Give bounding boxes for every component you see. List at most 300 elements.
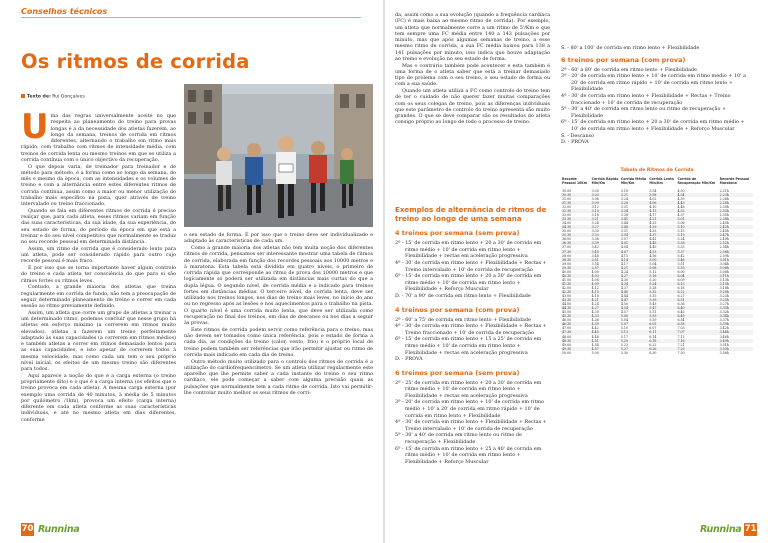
table-cell: 6.04 [676, 274, 718, 278]
table-cell: 3.57 [591, 266, 620, 270]
table-cell: 5.51 [677, 261, 685, 266]
plan-item: 4ª - 30' de corrida em ritmo lento + Flexibilidade + Rectas + Treino intervalado + 10' de corrida de recuperação [395, 259, 547, 273]
table-cell: 4.42 [591, 326, 599, 331]
plan-list [561, 67, 753, 146]
table-cell: 2.49h [719, 237, 729, 242]
table-cell: 4.04 [620, 245, 628, 250]
table-cell: 40.30 [561, 274, 591, 278]
table-cell: 6.45 [677, 310, 685, 315]
table-cell: 2.26h [719, 196, 729, 201]
table-cell: 6.03 [648, 322, 676, 326]
table-cell: 4.30 [591, 310, 599, 315]
paragraph: Mas o contrário também pode acontecer e esta também é uma forma de o atleta saber que está a treinar demasiado tipo de prolema com o seu treino, o seu estado de forma ou com a sua saúde. [395, 62, 550, 88]
table-cell: 38.30 [561, 258, 591, 262]
plan-item: 3ª - 20' de corrida em ritmo lento + 10' de corrida em ritmo médio + 10' a 20' de corrida em ritmo rápido + 10' de corrida em ritmo lento + Flexibilidade [395, 399, 544, 419]
table-cell: 7.07 [676, 330, 718, 334]
table-cell: 5.00 [591, 350, 599, 355]
table-row [561, 351, 753, 355]
table-cell: 5.20 [649, 277, 657, 282]
table-cell: 2.56h [719, 250, 753, 254]
table-cell: 3.21 [620, 193, 648, 197]
table-header-cell: Recorde Pessoal Maratona [719, 177, 750, 186]
table-cell: 4.45 [648, 241, 676, 245]
table-cell: 4.17 [649, 213, 657, 218]
table-cell: 4.45 [591, 330, 620, 334]
table-cell: 33.30 [561, 217, 591, 221]
plan-title: 4 treinos por semana (com prova) [395, 305, 520, 314]
table-cell: 6.31 [676, 298, 718, 302]
table-cell: 2.40h [719, 221, 729, 226]
table-cell: 4.21 [620, 266, 648, 270]
pace-table [561, 168, 753, 355]
table-cell: 5.55 [676, 266, 718, 270]
table-cell: 35.00 [562, 229, 572, 234]
table-cell: 33.00 [562, 213, 572, 218]
table-cell: 4.27 [591, 306, 620, 310]
table-cell: 3.38 [620, 213, 628, 218]
table-cell: 45.00 [562, 310, 572, 315]
drop-cap: U [21, 107, 49, 147]
table-cell: 4.53 [648, 250, 676, 254]
table-cell: 42.00 [562, 285, 572, 290]
table-cell: 3.34h [719, 314, 753, 318]
table-cell: 3.42 [591, 245, 599, 250]
table-cell: 35.30 [561, 233, 591, 237]
table-cell: 44.00 [562, 302, 572, 307]
table-cell: 5.24 [648, 282, 676, 286]
table-cell: 4.30 [677, 188, 685, 193]
plan-item: 2ª - 60' a 80' de corrida em ritmo lento + Flexibilidade [561, 66, 697, 73]
table-cell: 4.24 [620, 269, 628, 274]
table-cell: 39.30 [561, 266, 591, 270]
plan-list [561, 45, 753, 52]
table-cell: 5.37 [676, 250, 718, 254]
table-cell: 48.00 [562, 334, 572, 339]
byline-marker-icon [21, 94, 25, 98]
table-cell: 5.59 [649, 318, 657, 323]
table-cell: 41.30 [561, 282, 591, 286]
table-cell: 5.35 [649, 294, 657, 299]
table-cell: 4.34 [620, 282, 648, 286]
table-header-cell: Corrida Média Min/Km [620, 177, 647, 186]
table-cell: 49.30 [561, 347, 591, 351]
table-cell: 3.23h [719, 294, 729, 299]
table-cell: 4.11 [620, 253, 628, 258]
plan-item: 4ª - 30' de corrida em ritmo lento + Flexibilidade + Rectas + Treino intervalado + 10' de corrida de recuperação [395, 419, 547, 432]
paragraph: ma das regras universalmente aceite no que respeita ao planeamento do treino para provas longas é a da necessidade dos atletas fazerem, ao longo da semana, treinos de corrida em ritmos diferentes, alternando o trabalho em ritmo mais rápido, com trabalho com ritmos de intensidade média, com treinos de corrida lenta ou mesmo treinos em que se utiliza a corrida contínua com o único objectivo da recuperação. [21, 113, 176, 163]
table-cell: 5.10 [676, 225, 718, 229]
table-cell: 45.30 [561, 314, 591, 318]
table-cell: 4.43 [676, 201, 718, 205]
table-cell: 6.54 [677, 318, 685, 323]
table-cell: 4.34 [676, 193, 718, 197]
table-body [561, 189, 753, 355]
paragraph: Outro método muito utilizado para o controlo dos ritmos de corrida é a utilização do cardiofrequencímetro. Se um atleta utilizar regularmente este aparelho que lhe permite saber a cada instante do treino o seu ritmo cardíaco, ele pode começar a saber com alguma precisão quais as pulsações que normalmente tem a cada ritmo de corrida. Isto vai permitir-lhe controlar muito melhor os seus ritmos de corri- [184, 358, 373, 396]
table-cell: 5.28 [649, 285, 657, 290]
paragraph: Assim, um ritmo de corrida que é considerado lento para um atleta, pode ser considerado rápido para outro cujo recorde pessoal é mais fraco. [21, 245, 176, 265]
table-cell: 36.00 [562, 237, 572, 242]
table-cell: 32.00 [562, 205, 572, 209]
table-cell: 4.39 [677, 196, 685, 201]
table-cell: 3.06 [591, 196, 599, 201]
plan-item: S. - 80' a 100' de corrida em ritmo lento + Flexibilidade [561, 45, 700, 51]
table-cell: 2.45h [719, 229, 729, 234]
table-cell: 46.30 [561, 322, 591, 326]
table-cell: 5.33 [677, 245, 685, 250]
table-cell: 5.51 [649, 310, 657, 315]
table-cell: 4.50 [620, 302, 628, 307]
table-cell: 3.24 [591, 221, 599, 226]
table-cell: 7.12 [677, 334, 685, 339]
table-header-cell: Recorde Pessoal 10Km [562, 177, 588, 186]
table-cell: 4.54 [620, 306, 648, 310]
table-cell: 6.09 [677, 277, 685, 282]
plan-item: 2ª - 25' de corrida em ritmo lento + 20 a 30' de corrida em ritmo médio + 10' de corrida em ritmo lento + Flexibilidade + rectas em aceleração progressiva [395, 379, 542, 399]
table-cell: 4.44 [620, 294, 628, 299]
table-cell: 4.51 [591, 339, 620, 343]
plan-item: 6ª - 15' de corrida em ritmo lento + 20 a 30' de corrida em ritmo médio + 10' de corrida em ritmo lento + Flexibilidade + Reforço Muscular [395, 273, 542, 293]
paragraph: Quando um atleta utiliza a FC como controlo do treino tem de ter o cuidado de não querer fazer muitas comparações com os seus colegas de treino, pois as diferenças individuais que este parâmetro de controlo do treino apresenta são muito grandes. O que se deve comparar são os resultados do atleta consigo próprio ao longo de todo o processo de treino. [395, 88, 550, 126]
table-cell: 4.25 [649, 221, 657, 226]
table-cell: 2.52h [719, 241, 753, 245]
table-cell: 3.51 [620, 229, 628, 234]
table-cell: 31.30 [561, 201, 591, 205]
table-cell: 4.30 [620, 277, 628, 282]
table-cell: 5.16 [648, 274, 676, 278]
plan-item: D. - 70' a 90' de corrida em ritmo lento + Flexibilidade [395, 292, 531, 299]
table-cell: 6.11 [648, 330, 676, 334]
table-cell: 39.00 [562, 261, 572, 266]
table-cell: 3.28 [620, 201, 648, 205]
table-cell: 5.17 [620, 334, 628, 339]
table-cell: 3.42h [719, 326, 729, 331]
table-cell: 6.00 [677, 269, 685, 274]
table-header-cell: Corrida Rápida Min/Km [591, 177, 619, 186]
table-cell: 5.19 [676, 233, 718, 237]
table-cell: 42.30 [561, 290, 591, 294]
paragraph: É por isso que se torna importante haver algum controlo do treino e cada atleta ter consciência do que para si são ritmos fortes ou ritmos leves. [21, 265, 176, 284]
table-cell: 7.30 [677, 350, 685, 355]
table-cell: 4.14 [620, 258, 648, 262]
table-cell: 3.41 [620, 217, 648, 221]
table-cell: 47.30 [561, 330, 591, 334]
table-cell: 3.04h [719, 261, 729, 266]
table-cell: 4.03 [591, 274, 620, 278]
table-cell: 4.54 [591, 342, 599, 347]
table-cell: 4.57 [620, 310, 628, 315]
plan-title: 6 treinos por semana (sem prova) [395, 368, 520, 377]
table-cell: 3.58 [648, 193, 676, 197]
plan-list [395, 317, 550, 363]
table-cell: 46.00 [562, 318, 572, 323]
byline [21, 94, 85, 100]
table-cell: 6.18 [677, 285, 685, 290]
table-title: Tabela de Ritmos de Corrida [620, 168, 694, 173]
plan-list [395, 380, 550, 466]
paragraph: Quando se fala em diferentes ritmos de corrida é preciso realçar que, para cada atleta, esses ritmos variam em função das suas características, da sua idade, da sua experiência, do seu estado de forma, do período da época em que está a treinar e do seu nível competitivo que normalmente se traduz no seu recorde pessoal em determinada distância. [21, 207, 176, 245]
table-cell: 4.15 [591, 290, 620, 294]
table-cell: 3.30h [719, 306, 753, 310]
table-cell: 3.03 [591, 193, 620, 197]
table-cell: 6.36 [677, 302, 685, 307]
table-cell: 5.10 [620, 326, 628, 331]
pace-table-grid [561, 177, 753, 355]
table-cell: 5.13 [620, 330, 648, 334]
paragraph: da, assim como a sua evolução (quando a frequência cardíaca (FC) é mais baixa ao mesmo ritmo de corrida). Por exemplo, um atleta que normalmente corre a um ritmo de 5'/Km e que tem sempre uma FC média entre 140 a 143 pulsações por minuto, mas que após algumas semanas de treino, a esse mesmo ritmo de corrida, a sua FC média baixou para 138 a 141 pulsações por minuto, isso indica que houve adaptação ao treino e evolução no seu estado de forma. [395, 12, 550, 62]
table-cell: 50.00 [562, 350, 572, 355]
table-cell: 4.06 [591, 277, 599, 282]
table-cell: 4.40 [620, 290, 648, 294]
table-cell: 5.23 [620, 342, 628, 347]
table-cell: 3.54 [620, 233, 648, 237]
table-cell: 5.00 [620, 314, 648, 318]
article-column-2 [184, 232, 373, 397]
table-cell: 3.53h [719, 347, 753, 351]
table-cell: 5.15 [677, 229, 685, 234]
table-cell: 30.30 [561, 193, 591, 197]
table-cell: 6.18 [648, 339, 676, 343]
table-cell: 34.30 [561, 225, 591, 229]
table-cell: 5.42 [677, 253, 685, 258]
paragraph: Este ritmos de corrida podem servir como referência para o treino, mas não devem ser tomados como única referência, pois o estado de forma a cada dia, as condições do treino (calor, vento, frio) e o próprio local de treino podem também ser referências que irão permitir ajustar ou ritmo de corrida mais indicado em cada dia de treino. [184, 326, 373, 358]
table-cell: 4.07 [620, 250, 648, 254]
table-cell: 3.24 [620, 196, 628, 201]
table-cell: 4.57 [591, 347, 620, 351]
paragraph: Aqui aparece a noção do que é a carga externa (o treino propriamente dito) e o que é a carga interna (os efeitos que o treino provoca em cada atleta). A mesma carga externa (por exemplo uma corrida de 40 minutos, à média de 5 minutos por quilómetro /1km), provoca um efeito (carga interna) diferente em cada atleta conforme as suas características individuais, e até no mesmo atleta em dias diferentes, conforme [21, 372, 176, 423]
table-cell: 6.14 [649, 334, 657, 339]
table-cell: 5.55 [648, 314, 676, 318]
table-cell: 4.41 [649, 237, 657, 242]
table-cell: 40.00 [562, 269, 572, 274]
table-cell: 36.30 [561, 241, 591, 245]
table-cell: 4.01 [620, 241, 648, 245]
table-cell: 2.42h [719, 225, 753, 229]
table-cell: 5.06 [677, 221, 685, 226]
table-cell: 4.21 [648, 217, 676, 221]
plan-item: 4ª - 30' de corrida em ritmo lento + Flexibilidade + Rectas + Treino fraccionado + 10' de corrida de recuperação [395, 323, 547, 336]
table-cell: 6.27 [677, 294, 685, 299]
table-cell: 48.30 [561, 339, 591, 343]
table-cell: 3.12 [591, 205, 599, 209]
table-cell: 5.20 [620, 339, 648, 343]
table-cell: 3.13h [719, 277, 729, 282]
table-cell: 7.25 [676, 347, 718, 351]
table-cell: 3.44h [719, 330, 753, 334]
table-cell: 3.06h [719, 266, 753, 270]
table-cell: 3.20h [719, 290, 753, 294]
table-cell: 43.30 [561, 298, 591, 302]
table-cell: 5.24 [677, 237, 685, 242]
table-cell: 4.02 [649, 196, 657, 201]
table-cell: 38.00 [562, 253, 572, 258]
runners-photo [184, 84, 373, 227]
table-cell: 3.39h [719, 322, 753, 326]
table-cell: 4.33 [591, 314, 620, 318]
kicker-rule [21, 17, 361, 18]
article-column-1 [21, 107, 176, 423]
table-header-cell: Corrida Lenta Min/Km [649, 177, 674, 186]
table-cell: 5.12 [649, 269, 657, 274]
plan-title: 4 treinos por semana (sem prova) [395, 229, 520, 238]
table-cell: 3.15h [719, 282, 753, 286]
table-cell: 4.36 [591, 318, 599, 323]
article-column-4 [561, 45, 753, 146]
table-cell: 3.56h [719, 350, 729, 355]
table-cell: 3.49h [719, 339, 753, 343]
table-cell: 3.11h [719, 274, 753, 278]
table-cell: 2.47h [719, 233, 753, 237]
race-photo-icon [184, 84, 373, 227]
table-cell: 3.48 [620, 225, 648, 229]
table-cell: 7.16 [676, 339, 718, 343]
table-cell: 3.39 [591, 241, 620, 245]
table-cell: 4.33 [649, 229, 657, 234]
plan-title: 6 treinos por semana (com prova) [561, 55, 686, 64]
table-cell: 3.18h [719, 285, 729, 290]
table-cell: 34.00 [562, 221, 572, 226]
table-cell: 5.07 [620, 322, 648, 326]
table-cell: 5.04 [620, 318, 628, 323]
table-cell: 6.22 [676, 290, 718, 294]
page-gutter [383, 0, 385, 543]
table-cell: 6.07 [649, 326, 657, 331]
table-cell: 6.40 [676, 306, 718, 310]
table-cell: 4.56 [649, 253, 657, 258]
plan-item: 4ª - 30' de corrida em ritmo lento + Flexibilidade + Rectas + Treino fraccionado + 10' de corrida de recuperação [561, 92, 731, 106]
table-cell: 3.27h [719, 302, 729, 307]
table-cell: 3.48 [591, 253, 599, 258]
table-cell: 3.30 [591, 229, 599, 234]
table-cell: 4.49 [649, 245, 657, 250]
table-cell: 32.30 [561, 209, 591, 213]
table-cell: 3.33 [591, 233, 620, 237]
table-cell: 4.29 [648, 225, 676, 229]
table-cell: 3.36 [591, 237, 599, 242]
table-cell: 2.33h [719, 209, 753, 213]
table-cell: 4.24 [591, 302, 599, 307]
table-cell: 5.00 [648, 258, 676, 262]
plan-item: 5ª - 30' a 40' de corrida em ritmo lento ou ritmo de recuperação + Flexibilidade [395, 432, 522, 446]
training-plans [395, 206, 550, 465]
plan-list [395, 240, 550, 299]
table-cell: 6.26 [648, 347, 676, 351]
plan-item: 6ª - 15' de corrida em ritmo lento + 25 a 40' de corrida em ritmo médio + 10' de corrida em ritmo lento + Flexibilidade + Reforço Muscular [395, 445, 542, 465]
table-cell: 4.37 [620, 285, 628, 290]
table-cell: 3.09 [591, 201, 620, 205]
table-cell: 4.48 [591, 334, 599, 339]
table-cell: 5.27 [620, 347, 648, 351]
paragraph: Contudo, a grande maioria dos atletas que treina regularmente em corrida de fundo, não tem a preocupação de seguir determinado planeamento de treino e correr em cada sessão ao ritmo previamente definido. [21, 284, 176, 309]
byline-label: Texto de: [27, 94, 51, 100]
plan-item: 2ª - 15' de corrida em ritmo lento + 20 a 30' de corrida em ritmo médio + 10' de corrida em ritmo lento + Flexibilidade + rectas em aceleração progressiva [395, 240, 542, 260]
table-cell: 5.46 [676, 258, 718, 262]
article-column-3 [395, 12, 550, 126]
table-cell: 4.00 [591, 269, 599, 274]
table-cell: 3.18 [591, 213, 599, 218]
table-cell: 3.51h [719, 342, 729, 347]
byline-author: Rui Gonçalves [52, 94, 85, 100]
table-cell: 2.38h [719, 217, 753, 221]
table-cell: 4.10 [649, 205, 657, 209]
table-cell: 3.54 [649, 188, 657, 193]
article-title: Os ritmos de corrida [21, 50, 250, 73]
table-cell: 3.57 [620, 237, 628, 242]
table-cell: 30.00 [562, 188, 572, 193]
magazine-logo-left: Runnina [38, 524, 80, 535]
table-cell: 3.34 [620, 209, 648, 213]
table-cell: 41.00 [562, 277, 572, 282]
plan-item: 3ª - 20' de corrida em ritmo lento + 10' de corrida em ritmo médio + 10' a 20' de corrida em ritmo rápido + 10' de corrida em ritmo lento + Flexibilidade [561, 73, 746, 93]
table-cell: 2.21h [719, 188, 729, 193]
page-number-left: 70 [21, 524, 34, 534]
table-cell: 3.32h [719, 310, 729, 315]
table-cell: 3.27 [591, 225, 620, 229]
table-cell: 3.45 [591, 250, 620, 254]
table-cell: 43.00 [562, 294, 572, 299]
table-cell: 37.30 [561, 250, 591, 254]
table-cell: 3.46h [719, 334, 729, 339]
table-cell: 4.47 [620, 298, 648, 302]
table-cell: 5.39 [648, 298, 676, 302]
table-cell: 3.15 [591, 209, 620, 213]
table-cell: 2.54h [719, 245, 729, 250]
table-cell: 3.01h [719, 258, 753, 262]
table-cell: 6.58 [676, 322, 718, 326]
table-cell: 5.08 [648, 266, 676, 270]
plan-item: 6ª - 15' de corrida em ritmo lento + 20 a 30' de corrida em ritmo médio + 10' de corrida em ritmo lento + Flexibilidade + Reforço Muscular [561, 119, 745, 132]
table-cell: 3.37h [719, 318, 729, 323]
paragraph: Como a grande maioria dos atletas não tem muita noção dos diferentes ritmos de corrida, pensamos ser interessante mostrar uma tabela de ritmos de corrida, elaborada em função dos recordes pessoais aos 10000 metros e à maratona. Esta tabela está dividida em quatro níveis, o primeiro de corrida rápida que corresponde ao ritmo de prova dos 10000 metros e que logicamente só poderá ser utilizada em distâncias mais curtas do que a dupla légua. O segundo nível, de corrida média e o indicado para treinos fortes em distâncias médias. O terceiro nível, de corrida lenta, deve ser utilizado nos treinos longos, nos dias de treino mais leves, no início do ano ou no regresso após as lesões e nos aquecimentos para o trabalho na pista. O quarto nível é uma corrida muito lenta, que deve ser utilizada como recuperação no final dos treinos, em dias de descanso ou nos dias a seguir às provas. [184, 245, 373, 326]
table-cell: 2.35h [719, 213, 729, 218]
table-cell: 3.00 [591, 188, 599, 193]
table-cell: 6.22 [649, 342, 657, 347]
table-cell: 3.18 [620, 188, 628, 193]
table-cell: 5.32 [648, 290, 676, 294]
table-cell: 7.21 [677, 342, 685, 347]
table-cell: 6.49 [676, 314, 718, 318]
table-header-row [561, 177, 753, 189]
plan-item: D. - PROVA [561, 139, 589, 146]
table-cell: 3.44 [620, 221, 628, 226]
table-header-cell: Corrida de Recuperação Min/Km [677, 177, 716, 186]
examples-title: Exemplos de alternância de ritmos de treino ao longo de uma semana [395, 205, 547, 223]
table-cell: 3.25h [719, 298, 753, 302]
table-cell: 44.30 [561, 306, 591, 310]
table-cell: 4.13 [648, 209, 676, 213]
table-cell: 5.01 [676, 217, 718, 221]
table-cell: 2.23h [719, 193, 753, 197]
table-cell: 3.31 [620, 205, 628, 209]
table-cell: 4.06 [648, 201, 676, 205]
paragraph: Assim, um atleta que corre um grupo de atletas a treinar a um determinado ritmo, podemos concluir que nesse grupo há atletas em esforço máximo (a correrem em ritmos muito elevados), atletas a fazerem um treino perfeitamente adaptado às suas capacidades (a correrem em ritmos médios) e também atletas a correr em ritmos demasiado lentos para as suas capacidades, e isto apesar de correrem todos à mesma velocidade, mas como cada um tem o seu próprio nível inicial, os efeitos de um mesmo treino são diferentes para todos. [21, 309, 176, 372]
table-cell: 4.17 [620, 261, 628, 266]
plan-item: 2ª - 60' a 75' de corrida em ritmo lento + Flexibilidade [395, 316, 531, 323]
plan-item: 6ª - 15' de corrida em ritmo lento + 15 a 25' de corrida em ritmo médio + 10' de corrida em ritmo lento + Flexibilidade + rectas em aceleração progressiva [395, 336, 542, 356]
table-cell: 6.13 [676, 282, 718, 286]
table-cell: 47.00 [562, 326, 572, 331]
table-cell: 5.47 [648, 306, 676, 310]
table-cell: 3.21 [591, 217, 620, 221]
table-cell: 5.43 [649, 302, 657, 307]
page-number-right: 71 [744, 524, 757, 534]
table-cell: 4.27 [620, 274, 648, 278]
table-cell: 2.59h [719, 253, 729, 258]
table-cell: 4.21 [591, 298, 620, 302]
table-cell: 3.08h [719, 269, 729, 274]
table-cell: 2.28h [719, 201, 753, 205]
plan-item: S. - Descanso [561, 132, 595, 139]
table-cell: 4.37 [648, 233, 676, 237]
